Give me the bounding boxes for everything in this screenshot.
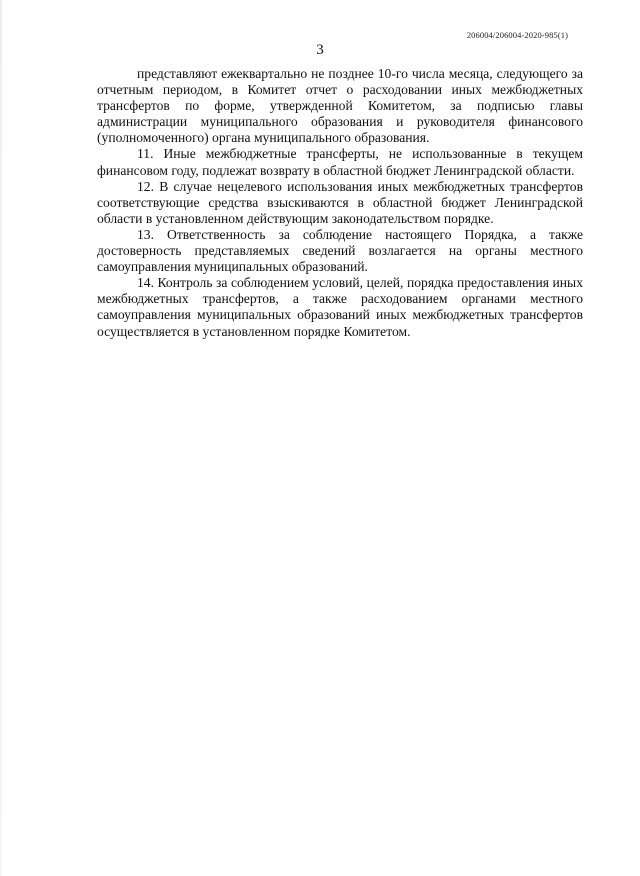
paragraph-14: 14. Контроль за соблюдением условий, целей, порядка предоставления иных межбюджетных трансфертов, а также расходованием органами местного самоуправления муниципальных образований иных межбюджетных трансфертов осуществляется в установленном порядке Комитетом.: [97, 275, 583, 339]
paragraph-13: 13. Ответственность за соблюдение настоящего Порядка, а также достоверность представляемых сведений возлагается на органы местного самоуправления муниципальных образований.: [97, 226, 583, 275]
document-id: 206004/206004-2020-985(1): [466, 30, 568, 40]
paragraph-12: 12. В случае нецелевого использования иных межбюджетных трансфертов соответствующие средства взыскиваются в областной бюджет Ленинградской области в установленном действующим законодательством порядке.: [97, 178, 583, 226]
paragraph-10-continuation: представляют ежеквартально не позднее 10-го числа месяца, следующего за отчетным периодом, в Комитет отчет о расходовании иных межбюджетных трансфертов по форме, утвержденной Комитетом, за подписью главы администрации муниципального образования и руководителя финансового (уполномоченного) органа муниципального образования.: [97, 66, 583, 146]
scan-edge: [0, 0, 2, 876]
paragraph-11: 11. Иные межбюджетные трансферты, не использованные в текущем финансовом году, подлежат возврату в областной бюджет Ленинградской области.: [97, 146, 583, 178]
document-body: [97, 66, 583, 340]
page-number: 3: [316, 42, 324, 58]
